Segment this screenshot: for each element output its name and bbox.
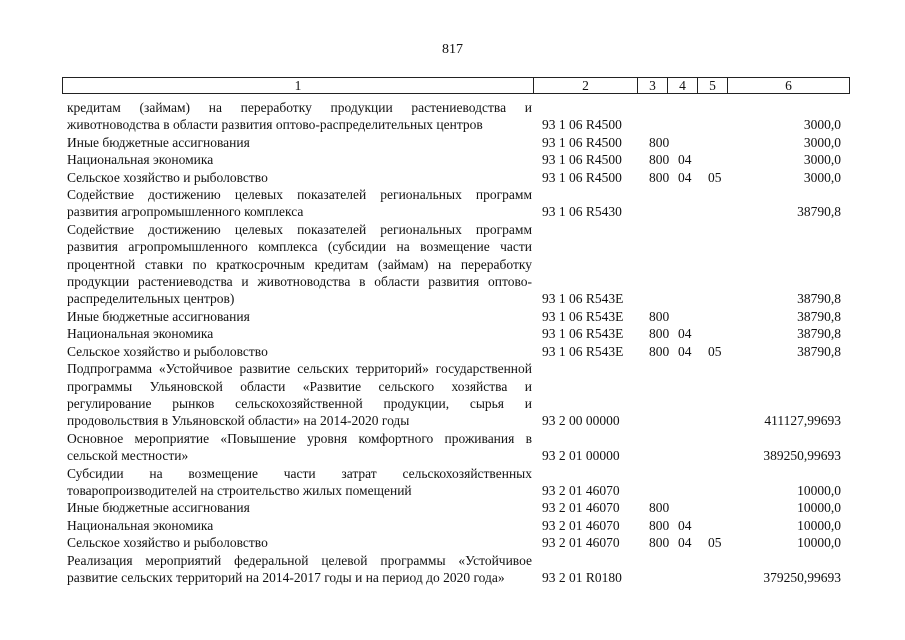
row-col-4: 04: [678, 535, 692, 551]
row-description: Содействие достижению целевых показателей региональных программ развития агропромышленного комплекса (субсидии на возмещение части процентной ставки по краткосрочным кредитам (займам) на переработку продукции растениеводства и животноводства в области развития оптово-распределительных центров): [67, 221, 532, 307]
row-description: Реализация мероприятий федеральной целевой программы «Устойчивое развитие сельских территорий на 2014-2017 годы и на период до 2020 года»: [67, 552, 532, 585]
row-col-3: 800: [649, 535, 670, 551]
row-amount: 379250,99693: [763, 569, 841, 585]
row-code: 93 1 06 R4500: [542, 169, 622, 185]
row-code: 93 1 06 R543E: [542, 326, 624, 342]
row-code: 93 1 06 R543E: [542, 308, 624, 324]
header-col-5: 5: [698, 78, 728, 94]
row-code: 93 1 06 R5430: [542, 204, 622, 220]
row-amount: 38790,8: [797, 204, 841, 220]
row-code: 93 2 01 46070: [542, 482, 620, 498]
row-code: 93 2 01 46070: [542, 500, 620, 516]
row-col-3: 800: [649, 169, 670, 185]
row-amount: 38790,8: [797, 326, 841, 342]
row-description: Национальная экономика: [67, 517, 214, 533]
row-code: 93 1 06 R4500: [542, 117, 622, 133]
table-row: [67, 221, 847, 308]
row-amount: 10000,0: [797, 500, 841, 516]
header-col-4: 4: [668, 78, 698, 94]
row-col-4: 04: [678, 517, 692, 533]
row-amount: 10000,0: [797, 517, 841, 533]
row-col-5: 05: [708, 169, 722, 185]
row-col-3: 800: [649, 517, 670, 533]
header-col-3: 3: [638, 78, 668, 94]
table-row: [67, 552, 847, 587]
row-amount: 3000,0: [803, 134, 841, 150]
row-amount: 3000,0: [803, 152, 841, 168]
table-row: [67, 186, 847, 221]
table-row: [67, 534, 847, 551]
row-description: Национальная экономика: [67, 326, 214, 342]
table-row: [67, 169, 847, 186]
row-description: Подпрограмма «Устойчивое развитие сельских территорий» государственной программы Ульяновской области «Развитие сельского хозяйства и регулирование рынков сельскохозяйственной продукции, сырья и продовольствия в Ульяновской области» на 2014-2020 годы: [67, 361, 532, 429]
row-description: кредитам (займам) на переработку продукции растениеводства и животноводства в области развития оптово-распределительных центров: [67, 100, 532, 133]
row-description: Национальная экономика: [67, 152, 214, 168]
page-number: 817: [442, 42, 463, 57]
table-body: [67, 99, 847, 586]
header-col-1: 1: [63, 78, 534, 94]
table-row: [67, 499, 847, 516]
row-description: Иные бюджетные ассигнования: [67, 308, 250, 324]
row-code: 93 2 01 46070: [542, 517, 620, 533]
row-description: Сельское хозяйство и рыболовство: [67, 169, 268, 185]
row-col-4: 04: [678, 343, 692, 359]
table-row: [67, 151, 847, 168]
header-col-6: 6: [728, 78, 850, 94]
row-code: 93 1 06 R4500: [542, 134, 622, 150]
row-description: Сельское хозяйство и рыболовство: [67, 343, 268, 359]
row-col-3: 800: [649, 152, 670, 168]
table-row: [67, 99, 847, 134]
row-description: Содействие достижению целевых показателей региональных программ развития агропромышленного комплекса: [67, 187, 532, 220]
table-header: [62, 77, 850, 94]
row-col-5: 05: [708, 535, 722, 551]
row-code: 93 2 01 00000: [542, 448, 620, 464]
row-amount: 389250,99693: [763, 448, 841, 464]
header-col-2: 2: [534, 78, 638, 94]
row-description: Сельское хозяйство и рыболовство: [67, 535, 268, 551]
table-row: [67, 360, 847, 430]
row-code: 93 1 06 R543E: [542, 343, 624, 359]
row-col-3: 800: [649, 343, 670, 359]
table-row: [67, 465, 847, 500]
table-row: [67, 134, 847, 151]
row-col-3: 800: [649, 326, 670, 342]
row-col-4: 04: [678, 152, 692, 168]
table-row: [67, 343, 847, 360]
row-code: 93 1 06 R4500: [542, 152, 622, 168]
row-description: Субсидии на возмещение части затрат сельскохозяйственных товаропроизводителей на строительство жилых помещений: [67, 465, 532, 498]
row-col-4: 04: [678, 326, 692, 342]
row-code: 93 2 01 46070: [542, 535, 620, 551]
table-row: [67, 325, 847, 342]
row-amount: 411127,99693: [764, 413, 841, 429]
row-col-3: 800: [649, 308, 670, 324]
row-col-3: 800: [649, 134, 670, 150]
row-amount: 3000,0: [803, 117, 841, 133]
table-row: [67, 430, 847, 465]
row-amount: 38790,8: [797, 343, 841, 359]
row-col-3: 800: [649, 500, 670, 516]
row-amount: 10000,0: [797, 482, 841, 498]
table-row: [67, 517, 847, 534]
row-description: Основное мероприятие «Повышение уровня комфортного проживания в сельской местности»: [67, 430, 532, 464]
row-code: 93 2 01 R0180: [542, 569, 622, 585]
row-description: Иные бюджетные ассигнования: [67, 500, 250, 516]
row-col-4: 04: [678, 169, 692, 185]
row-col-5: 05: [708, 343, 722, 359]
row-amount: 10000,0: [797, 535, 841, 551]
row-description: Иные бюджетные ассигнования: [67, 134, 250, 150]
row-amount: 3000,0: [803, 169, 841, 185]
row-amount: 38790,8: [797, 308, 841, 324]
row-amount: 38790,8: [797, 291, 841, 307]
row-code: 93 2 00 00000: [542, 413, 620, 429]
table-row: [67, 308, 847, 325]
row-code: 93 1 06 R543E: [542, 291, 624, 307]
